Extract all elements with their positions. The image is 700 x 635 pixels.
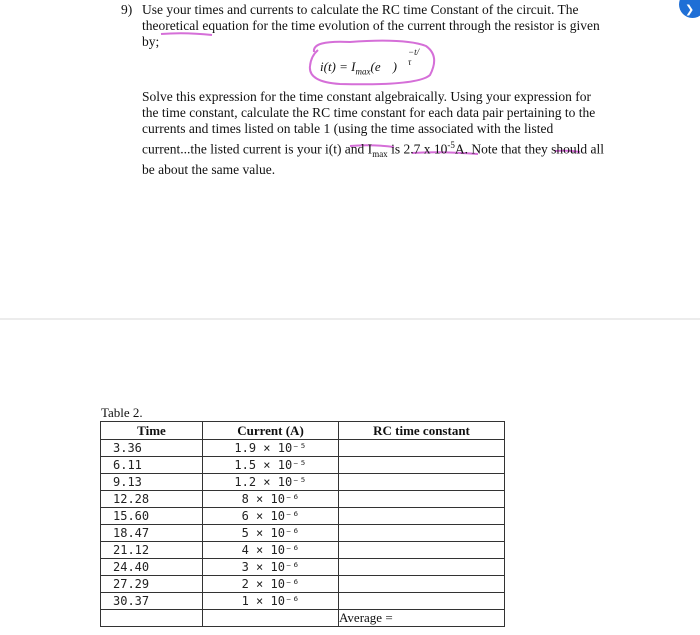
instructions-c: A. Note that they should all be about the same value. [142, 141, 605, 178]
table-average-row [101, 610, 505, 627]
chevron-icon: ❯ [685, 3, 695, 16]
rc-cell[interactable] [339, 508, 505, 525]
equation-imax: I [351, 59, 356, 74]
empty-cell [203, 610, 339, 627]
instructions-sub: max [372, 149, 388, 160]
table-row [101, 508, 505, 525]
current-cell: 6 × 10⁻⁶ [203, 508, 339, 525]
time-cell: 21.12 [101, 542, 203, 559]
time-cell: 24.40 [101, 559, 203, 576]
current-cell: 1.5 × 10⁻⁵ [203, 457, 339, 474]
question-number: 9) [121, 2, 133, 17]
average-label: Average = [339, 610, 393, 625]
table-row [101, 440, 505, 457]
current-cell: 1.2 × 10⁻⁵ [203, 474, 339, 491]
table-row [101, 474, 505, 491]
instructions-b: is 2.7 x 10 [387, 141, 448, 157]
table-row [101, 593, 505, 610]
current-cell: 1 × 10⁻⁶ [203, 593, 339, 610]
instructions [142, 89, 608, 178]
page-divider [0, 318, 700, 320]
time-cell: 6.11 [101, 457, 203, 474]
rc-cell[interactable] [339, 559, 505, 576]
question-text: Use your times and currents to calculate the RC time Constant of the circuit. The theoretical equation for the time evolution of the current through the resistor is given by; [142, 2, 600, 49]
rc-cell[interactable] [339, 491, 505, 508]
current-cell: 4 × 10⁻⁶ [203, 542, 339, 559]
current-cell: 5 × 10⁻⁶ [203, 525, 339, 542]
rc-cell[interactable] [339, 542, 505, 559]
current-cell: 1.9 × 10⁻⁵ [203, 440, 339, 457]
instructions-sup: -5 [447, 140, 455, 150]
rc-cell[interactable] [339, 576, 505, 593]
time-cell: 12.28 [101, 491, 203, 508]
current-cell: 3 × 10⁻⁶ [203, 559, 339, 576]
data-table [100, 421, 505, 627]
equation-imax-sub: max [355, 66, 371, 77]
time-cell: 3.36 [101, 440, 203, 457]
header-current: Current (A) [203, 422, 339, 440]
equation-exponent: −t/τ [408, 47, 420, 67]
table-row [101, 559, 505, 576]
table-row [101, 525, 505, 542]
current-cell: 2 × 10⁻⁶ [203, 576, 339, 593]
header-rc: RC time constant [339, 422, 505, 440]
rc-cell[interactable] [339, 474, 505, 491]
rc-cell[interactable] [339, 440, 505, 457]
rc-cell[interactable] [339, 593, 505, 610]
header-time: Time [101, 422, 203, 440]
rc-cell[interactable] [339, 457, 505, 474]
table-header-row [101, 422, 505, 440]
time-cell: 30.37 [101, 593, 203, 610]
table-caption: Table 2. [101, 405, 143, 420]
table-row [101, 576, 505, 593]
time-cell: 9.13 [101, 474, 203, 491]
table-row [101, 542, 505, 559]
empty-cell [101, 610, 203, 627]
table-row [101, 457, 505, 474]
instructions-a: Solve this expression for the time constant algebraically. Using your expression for the time constant, calculate the RC time constant for each data pair pertaining to the currents and times listed on table 1 (using the time associated with the listed current...the listed current is your i(t) and I [142, 89, 596, 157]
equation-rhs: (e [370, 59, 381, 74]
equation-lhs: i(t) = [320, 59, 352, 74]
table-row [101, 491, 505, 508]
average-cell[interactable] [339, 610, 505, 627]
corner-badge[interactable] [679, 0, 700, 18]
equation [320, 47, 420, 77]
time-cell: 18.47 [101, 525, 203, 542]
equation-close: ) [392, 59, 397, 74]
current-cell: 8 × 10⁻⁶ [203, 491, 339, 508]
rc-cell[interactable] [339, 525, 505, 542]
time-cell: 27.29 [101, 576, 203, 593]
time-cell: 15.60 [101, 508, 203, 525]
